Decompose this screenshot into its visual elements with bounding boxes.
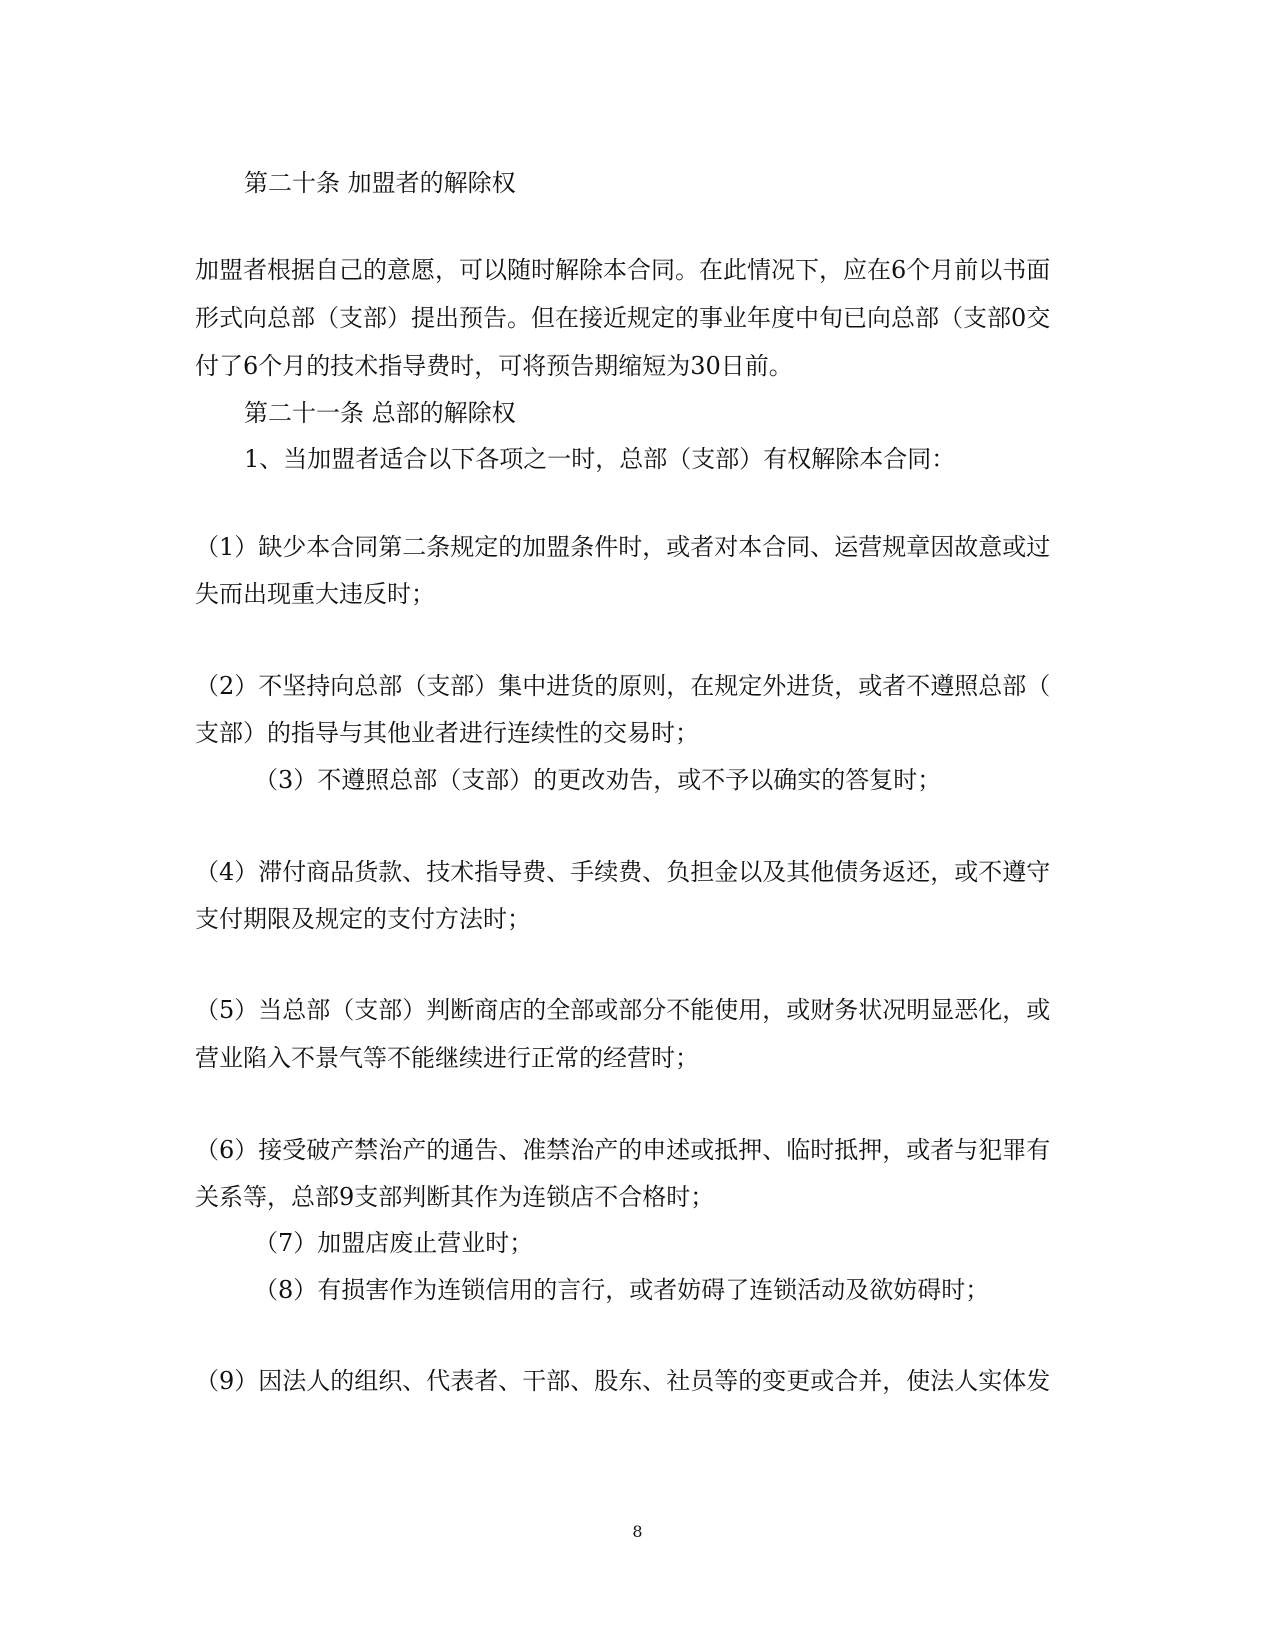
item-4-line: 支付期限及规定的支付方法时； <box>195 905 531 933</box>
item-7-line: （7）加盟店废止营业时； <box>254 1229 534 1257</box>
item-2-line: （2）不坚持向总部（支部）集中进货的原则，在规定外进货，或者不遵照总部（ <box>195 672 1051 700</box>
item-6-line: （6）接受破产禁治产的通告、准禁治产的申述或抵押、临时抵押，或者与犯罪有 <box>195 1136 1051 1164</box>
paragraph-line: 付了6个月的技术指导费时，可将预告期缩短为30日前。 <box>195 352 793 380</box>
item-4-line: （4）滞付商品货款、技术指导费、手续费、负担金以及其他债务返还，或不遵守 <box>195 858 1051 886</box>
paragraph-line: 加盟者根据自己的意愿，可以随时解除本合同。在此情况下，应在6个月前以书面 <box>195 256 1051 284</box>
item-6-line: 关系等，总部9支部判断其作为连锁店不合格时； <box>195 1183 715 1211</box>
item-9-line: （9）因法人的组织、代表者、干部、股东、社员等的变更或合并，使法人实体发 <box>195 1367 1051 1395</box>
item-1-line: （1）缺少本合同第二条规定的加盟条件时，或者对本合同、运营规章因故意或过 <box>195 533 1051 561</box>
clause-1-intro: 1、当加盟者适合以下各项之一时，总部（支部）有权解除本合同： <box>244 445 956 473</box>
article-21-heading: 第二十一条 总部的解除权 <box>244 399 516 427</box>
item-2-line: 支部）的指导与其他业者进行连续性的交易时； <box>195 719 699 747</box>
item-3-line: （3）不遵照总部（支部）的更改劝告，或不予以确实的答复时； <box>254 766 942 794</box>
item-5-line: （5）当总部（支部）判断商店的全部或部分不能使用，或财务状况明显恶化，或 <box>195 996 1051 1024</box>
page-number: 8 <box>632 1522 643 1541</box>
article-20-heading: 第二十条 加盟者的解除权 <box>244 169 516 197</box>
paragraph-line: 形式向总部（支部）提出预告。但在接近规定的事业年度中旬已向总部（支部0交 <box>195 304 1051 332</box>
item-8-line: （8）有损害作为连锁信用的言行，或者妨碍了连锁活动及欲妨碍时； <box>254 1276 990 1304</box>
item-1-line: 失而出现重大违反时； <box>195 580 435 608</box>
item-5-line: 营业陷入不景气等不能继续进行正常的经营时； <box>195 1044 699 1072</box>
